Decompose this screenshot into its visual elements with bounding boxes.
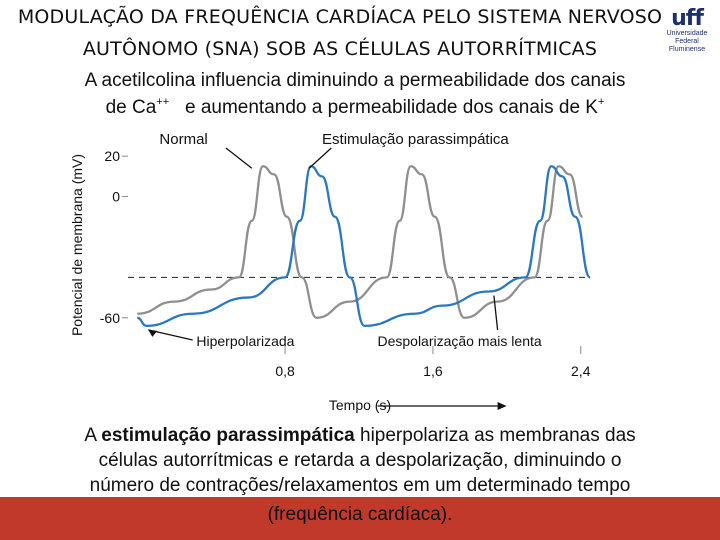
action-potential-chart <box>60 120 600 420</box>
annotation-slower-depolarization: Despolarização mais lenta <box>377 333 542 349</box>
series-normal-line <box>137 166 582 318</box>
explanation-line1 <box>0 424 720 447</box>
annotation-normal-pointer <box>226 148 252 168</box>
uff-logo <box>658 8 716 54</box>
logo-name-line2: Federal <box>675 38 699 45</box>
annotation-hyperpolarized-arrowhead <box>148 330 157 337</box>
subtitle-k-charge: + <box>597 96 605 108</box>
time-arrow-head <box>498 402 507 410</box>
subtitle-line1: A acetilcolina influencia diminuindo a permeabilidade dos canais <box>84 70 626 91</box>
explanation-pre: A <box>84 425 102 446</box>
slide-title-line1: MODULAÇÃO DA FREQUÊNCIA CARDÍACA PELO SISTEMA NERVOSO <box>17 6 663 28</box>
series-parasympathetic-line <box>137 166 590 326</box>
y-tick-label: 20 <box>104 148 120 165</box>
plot-area <box>100 131 591 410</box>
logo-mark: uff <box>671 6 703 31</box>
explanation-post: hiperpolariza as membranas das <box>354 425 636 446</box>
x-axis-label: Tempo (s) <box>328 397 392 413</box>
y-tick-label: 0 <box>112 188 120 205</box>
annotation-normal: Normal <box>159 131 208 148</box>
explanation-bold: estimulação parassimpática <box>101 425 355 446</box>
logo-name-line1: Universidade <box>666 30 708 37</box>
y-tick-label: -60 <box>99 309 120 326</box>
x-tick-label: 0,8 <box>275 363 295 379</box>
slide-title-line2: AUTÔNOMO (SNA) SOB AS CÉLULAS AUTORRÍTMICAS <box>82 38 598 60</box>
x-tick-label: 1,6 <box>423 363 443 379</box>
explanation-line2: células autorrítmicas e retarda a despolarização, diminuindo o <box>98 450 622 471</box>
annotation-hyperpolarized: Hiperpolarizada <box>196 333 295 349</box>
y-axis-label: Potencial de membrana (mV) <box>69 153 85 337</box>
subtitle-line2 <box>0 96 710 119</box>
explanation-line3: número de contrações/relaxamentos em um determinado tempo <box>89 475 631 496</box>
subtitle-ca-charge: ++ <box>156 96 170 108</box>
logo-name-line3: Fluminense <box>668 46 706 53</box>
subtitle-k: e aumentando a permeabilidade dos canais de K <box>184 97 598 118</box>
annotation-parasympathetic-pointer <box>309 148 331 168</box>
annotation-parasympathetic: Estimulação parassimpática <box>322 131 509 148</box>
subtitle-ca: de Ca <box>105 97 157 118</box>
x-tick-label: 2,4 <box>571 363 591 379</box>
explanation-line4: (frequência cardíaca). <box>267 504 453 525</box>
